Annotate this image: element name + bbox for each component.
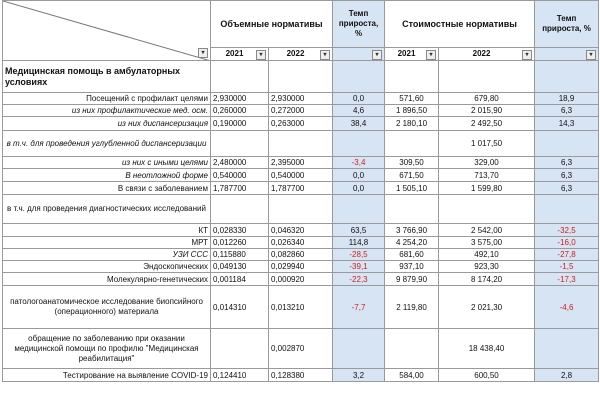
- cost-growth-cell[interactable]: 2,8: [535, 369, 599, 382]
- cost-growth-cell[interactable]: 6,3: [535, 105, 599, 117]
- table-row: [3, 261, 599, 273]
- cost-2021-cell[interactable]: [385, 329, 439, 369]
- cost-2022-cell[interactable]: 1 017,50: [439, 131, 535, 157]
- volume-2021-cell[interactable]: 0,049130: [211, 261, 269, 273]
- volume-2022-cell[interactable]: 0,000920: [269, 273, 333, 286]
- row-label[interactable]: Эндоскопических: [3, 261, 211, 273]
- volume-2021-cell[interactable]: 0,001184: [211, 273, 269, 286]
- cost-2022-cell[interactable]: 329,00: [439, 157, 535, 169]
- filter-dropdown-icon[interactable]: ▾: [372, 50, 382, 60]
- table-row: [3, 169, 599, 182]
- cost-2022-cell[interactable]: 18 438,40: [439, 329, 535, 369]
- table-row: [3, 93, 599, 105]
- cost-growth-cell[interactable]: 14,3: [535, 117, 599, 131]
- cost-growth-cell[interactable]: [535, 195, 599, 224]
- cost-growth-cell[interactable]: 6,3: [535, 157, 599, 169]
- volume-2021-cell[interactable]: 0,124410: [211, 369, 269, 382]
- volume-2021-cell[interactable]: 1,787700: [211, 182, 269, 195]
- volume-2022-cell[interactable]: 0,029940: [269, 261, 333, 273]
- table-row: [3, 105, 599, 117]
- volume-growth-cell[interactable]: -28,5: [333, 249, 385, 261]
- filter-dropdown-icon[interactable]: ▾: [320, 50, 330, 60]
- table-row: [3, 117, 599, 131]
- cost-growth-cell[interactable]: -27,8: [535, 249, 599, 261]
- row-label[interactable]: Тестирование на выявление COVID-19: [3, 369, 211, 382]
- cost-2022-cell[interactable]: 679,80: [439, 93, 535, 105]
- cost-2022-cell[interactable]: 492,10: [439, 249, 535, 261]
- cost-growth-cell[interactable]: -32,5: [535, 224, 599, 237]
- volume-2022-cell[interactable]: 0,013210: [269, 286, 333, 329]
- cost-2021-cell[interactable]: 584,00: [385, 369, 439, 382]
- volume-growth-cell[interactable]: 114,8: [333, 237, 385, 249]
- volume-2022-cell[interactable]: 0,128380: [269, 369, 333, 382]
- cost-2021-cell[interactable]: 681,60: [385, 249, 439, 261]
- volume-2021-cell[interactable]: 0,190000: [211, 117, 269, 131]
- cost-2022-cell[interactable]: 2 021,30: [439, 286, 535, 329]
- volume-growth-cell[interactable]: [333, 195, 385, 224]
- cost-2021-cell[interactable]: 2 119,80: [385, 286, 439, 329]
- table-row: [3, 195, 599, 224]
- volume-2021-cell[interactable]: 0,014310: [211, 286, 269, 329]
- volume-2022-cell[interactable]: 0,272000: [269, 105, 333, 117]
- filter-dropdown-icon[interactable]: ▾: [426, 50, 436, 60]
- cost-2022-cell[interactable]: 600,50: [439, 369, 535, 382]
- filter-dropdown-icon[interactable]: ▾: [198, 48, 208, 58]
- year-2022-volume: 2022 ▾: [269, 48, 333, 61]
- volume-growth-cell[interactable]: [333, 329, 385, 369]
- row-label[interactable]: КТ: [3, 224, 211, 237]
- volume-2021-cell[interactable]: [211, 329, 269, 369]
- cost-2022-cell[interactable]: 3 575,00: [439, 237, 535, 249]
- cost-growth-cell[interactable]: -17,3: [535, 273, 599, 286]
- volume-growth-cell[interactable]: 4,6: [333, 105, 385, 117]
- cost-2021-cell[interactable]: [385, 195, 439, 224]
- year-2021-cost: 2021 ▾: [385, 48, 439, 61]
- cost-growth-cell[interactable]: [535, 329, 599, 369]
- cost-2021-cell[interactable]: 1 896,50: [385, 105, 439, 117]
- cost-growth-cell[interactable]: [535, 131, 599, 157]
- cost-2021-cell[interactable]: 2 180,10: [385, 117, 439, 131]
- volume-growth-cell[interactable]: 0,0: [333, 182, 385, 195]
- volume-growth-cell[interactable]: 0,0: [333, 93, 385, 105]
- cost-growth-cell[interactable]: -1,5: [535, 261, 599, 273]
- cost-growth-filter: [535, 48, 599, 61]
- diagonal-line: [3, 1, 211, 61]
- volume-2022-cell[interactable]: [269, 195, 333, 224]
- volume-2022-cell[interactable]: 2,395000: [269, 157, 333, 169]
- cost-2022-cell[interactable]: [439, 195, 535, 224]
- table-row: [3, 286, 599, 329]
- volume-2021-cell[interactable]: 2,930000: [211, 93, 269, 105]
- cost-2022-cell[interactable]: 8 174,20: [439, 273, 535, 286]
- volume-growth-cell[interactable]: 0,0: [333, 169, 385, 182]
- volume-growth-filter: [333, 48, 385, 61]
- volume-growth-cell[interactable]: [333, 131, 385, 157]
- cost-growth-cell[interactable]: -4,6: [535, 286, 599, 329]
- cost-2021-cell[interactable]: 571,60: [385, 93, 439, 105]
- row-label[interactable]: из них с иными целями: [3, 157, 211, 169]
- cost-growth-cell[interactable]: 6,3: [535, 169, 599, 182]
- cost-2022-cell[interactable]: 2 492,50: [439, 117, 535, 131]
- row-label[interactable]: Посещений с профилакт целями: [3, 93, 211, 105]
- volume-growth-cell[interactable]: 63,5: [333, 224, 385, 237]
- volume-2022-cell[interactable]: 0,002870: [269, 329, 333, 369]
- volume-2021-cell[interactable]: 0,028330: [211, 224, 269, 237]
- volume-growth-cell[interactable]: -39,1: [333, 261, 385, 273]
- volume-2021-cell[interactable]: 0,540000: [211, 169, 269, 182]
- table-row: [3, 249, 599, 261]
- section-title: Медицинская помощь в амбулаторных условиях: [3, 61, 211, 93]
- row-label[interactable]: в т.ч. для проведения диагностических исследований: [3, 195, 211, 224]
- row-label[interactable]: В неотложной форме: [3, 169, 211, 182]
- volume-2021-cell[interactable]: 0,115880: [211, 249, 269, 261]
- filter-dropdown-icon[interactable]: ▾: [586, 50, 596, 60]
- cost-growth-header: Темп прироста, %: [535, 1, 599, 48]
- volume-2022-cell[interactable]: 0,082860: [269, 249, 333, 261]
- corner-cell: [3, 1, 211, 61]
- volume-2022-cell[interactable]: 2,930000: [269, 93, 333, 105]
- cost-2021-cell[interactable]: 4 254,20: [385, 237, 439, 249]
- cost-2021-cell[interactable]: 309,50: [385, 157, 439, 169]
- table-row: [3, 329, 599, 369]
- volume-growth-cell[interactable]: 3,2: [333, 369, 385, 382]
- row-label[interactable]: из них диспансеризация: [3, 117, 211, 131]
- cost-2021-cell[interactable]: 671,50: [385, 169, 439, 182]
- cost-2021-cell[interactable]: [385, 131, 439, 157]
- volume-2021-cell[interactable]: 0,012260: [211, 237, 269, 249]
- volume-header: Объемные нормативы: [211, 1, 333, 48]
- volume-2021-cell[interactable]: [211, 195, 269, 224]
- volume-growth-cell[interactable]: -7,7: [333, 286, 385, 329]
- row-label[interactable]: из них профилактические мед. осм.: [3, 105, 211, 117]
- row-label[interactable]: в т.ч. для проведения углубленной диспансеризации: [3, 131, 211, 157]
- cost-growth-cell[interactable]: 6,3: [535, 182, 599, 195]
- table-row: [3, 237, 599, 249]
- volume-growth-header: Темп прироста, %: [333, 1, 385, 48]
- cost-2022-cell[interactable]: 2 015,90: [439, 105, 535, 117]
- volume-growth-cell[interactable]: -3,4: [333, 157, 385, 169]
- cost-2022-cell[interactable]: 923,30: [439, 261, 535, 273]
- cost-growth-cell[interactable]: 18,9: [535, 93, 599, 105]
- cost-growth-cell[interactable]: -16,0: [535, 237, 599, 249]
- volume-2022-cell[interactable]: 0,046320: [269, 224, 333, 237]
- year-2021-volume: 2021 ▾: [211, 48, 269, 61]
- table-row: [3, 157, 599, 169]
- cost-2022-cell[interactable]: 2 542,00: [439, 224, 535, 237]
- cost-2021-cell[interactable]: 3 766,90: [385, 224, 439, 237]
- volume-2022-cell[interactable]: 0,026340: [269, 237, 333, 249]
- year-2022-cost: 2022 ▾: [439, 48, 535, 61]
- volume-2022-cell[interactable]: 1,787700: [269, 182, 333, 195]
- table-row: [3, 369, 599, 382]
- volume-2022-cell[interactable]: 0,263000: [269, 117, 333, 131]
- row-label[interactable]: Молекулярно-генетических: [3, 273, 211, 286]
- row-label[interactable]: обращение по заболеванию при оказании медицинской помощи по профилю "Медицинская реабилитация": [3, 329, 211, 369]
- cost-header: Стоимостные нормативы: [385, 1, 535, 48]
- volume-growth-cell[interactable]: 38,4: [333, 117, 385, 131]
- row-label[interactable]: патологоанатомическое исследование биопсийного (операционного) материала: [3, 286, 211, 329]
- cost-2021-cell[interactable]: 937,10: [385, 261, 439, 273]
- row-label[interactable]: УЗИ ССС: [3, 249, 211, 261]
- volume-2022-cell[interactable]: 0,540000: [269, 169, 333, 182]
- cost-2022-cell[interactable]: 713,70: [439, 169, 535, 182]
- row-label[interactable]: МРТ: [3, 237, 211, 249]
- normatives-table: [2, 0, 599, 382]
- volume-2021-cell[interactable]: 0,260000: [211, 105, 269, 117]
- table-row: [3, 182, 599, 195]
- filter-dropdown-icon[interactable]: ▾: [522, 50, 532, 60]
- volume-growth-cell[interactable]: -22,3: [333, 273, 385, 286]
- cost-2021-cell[interactable]: 1 505,10: [385, 182, 439, 195]
- volume-2022-cell[interactable]: [269, 131, 333, 157]
- table-row: [3, 273, 599, 286]
- volume-2021-cell[interactable]: 2,480000: [211, 157, 269, 169]
- table-row: [3, 131, 599, 157]
- row-label[interactable]: В связи с заболеванием: [3, 182, 211, 195]
- cost-2022-cell[interactable]: 1 599,80: [439, 182, 535, 195]
- volume-2021-cell[interactable]: [211, 131, 269, 157]
- filter-dropdown-icon[interactable]: ▾: [256, 50, 266, 60]
- cost-2021-cell[interactable]: 9 879,90: [385, 273, 439, 286]
- table-row: [3, 224, 599, 237]
